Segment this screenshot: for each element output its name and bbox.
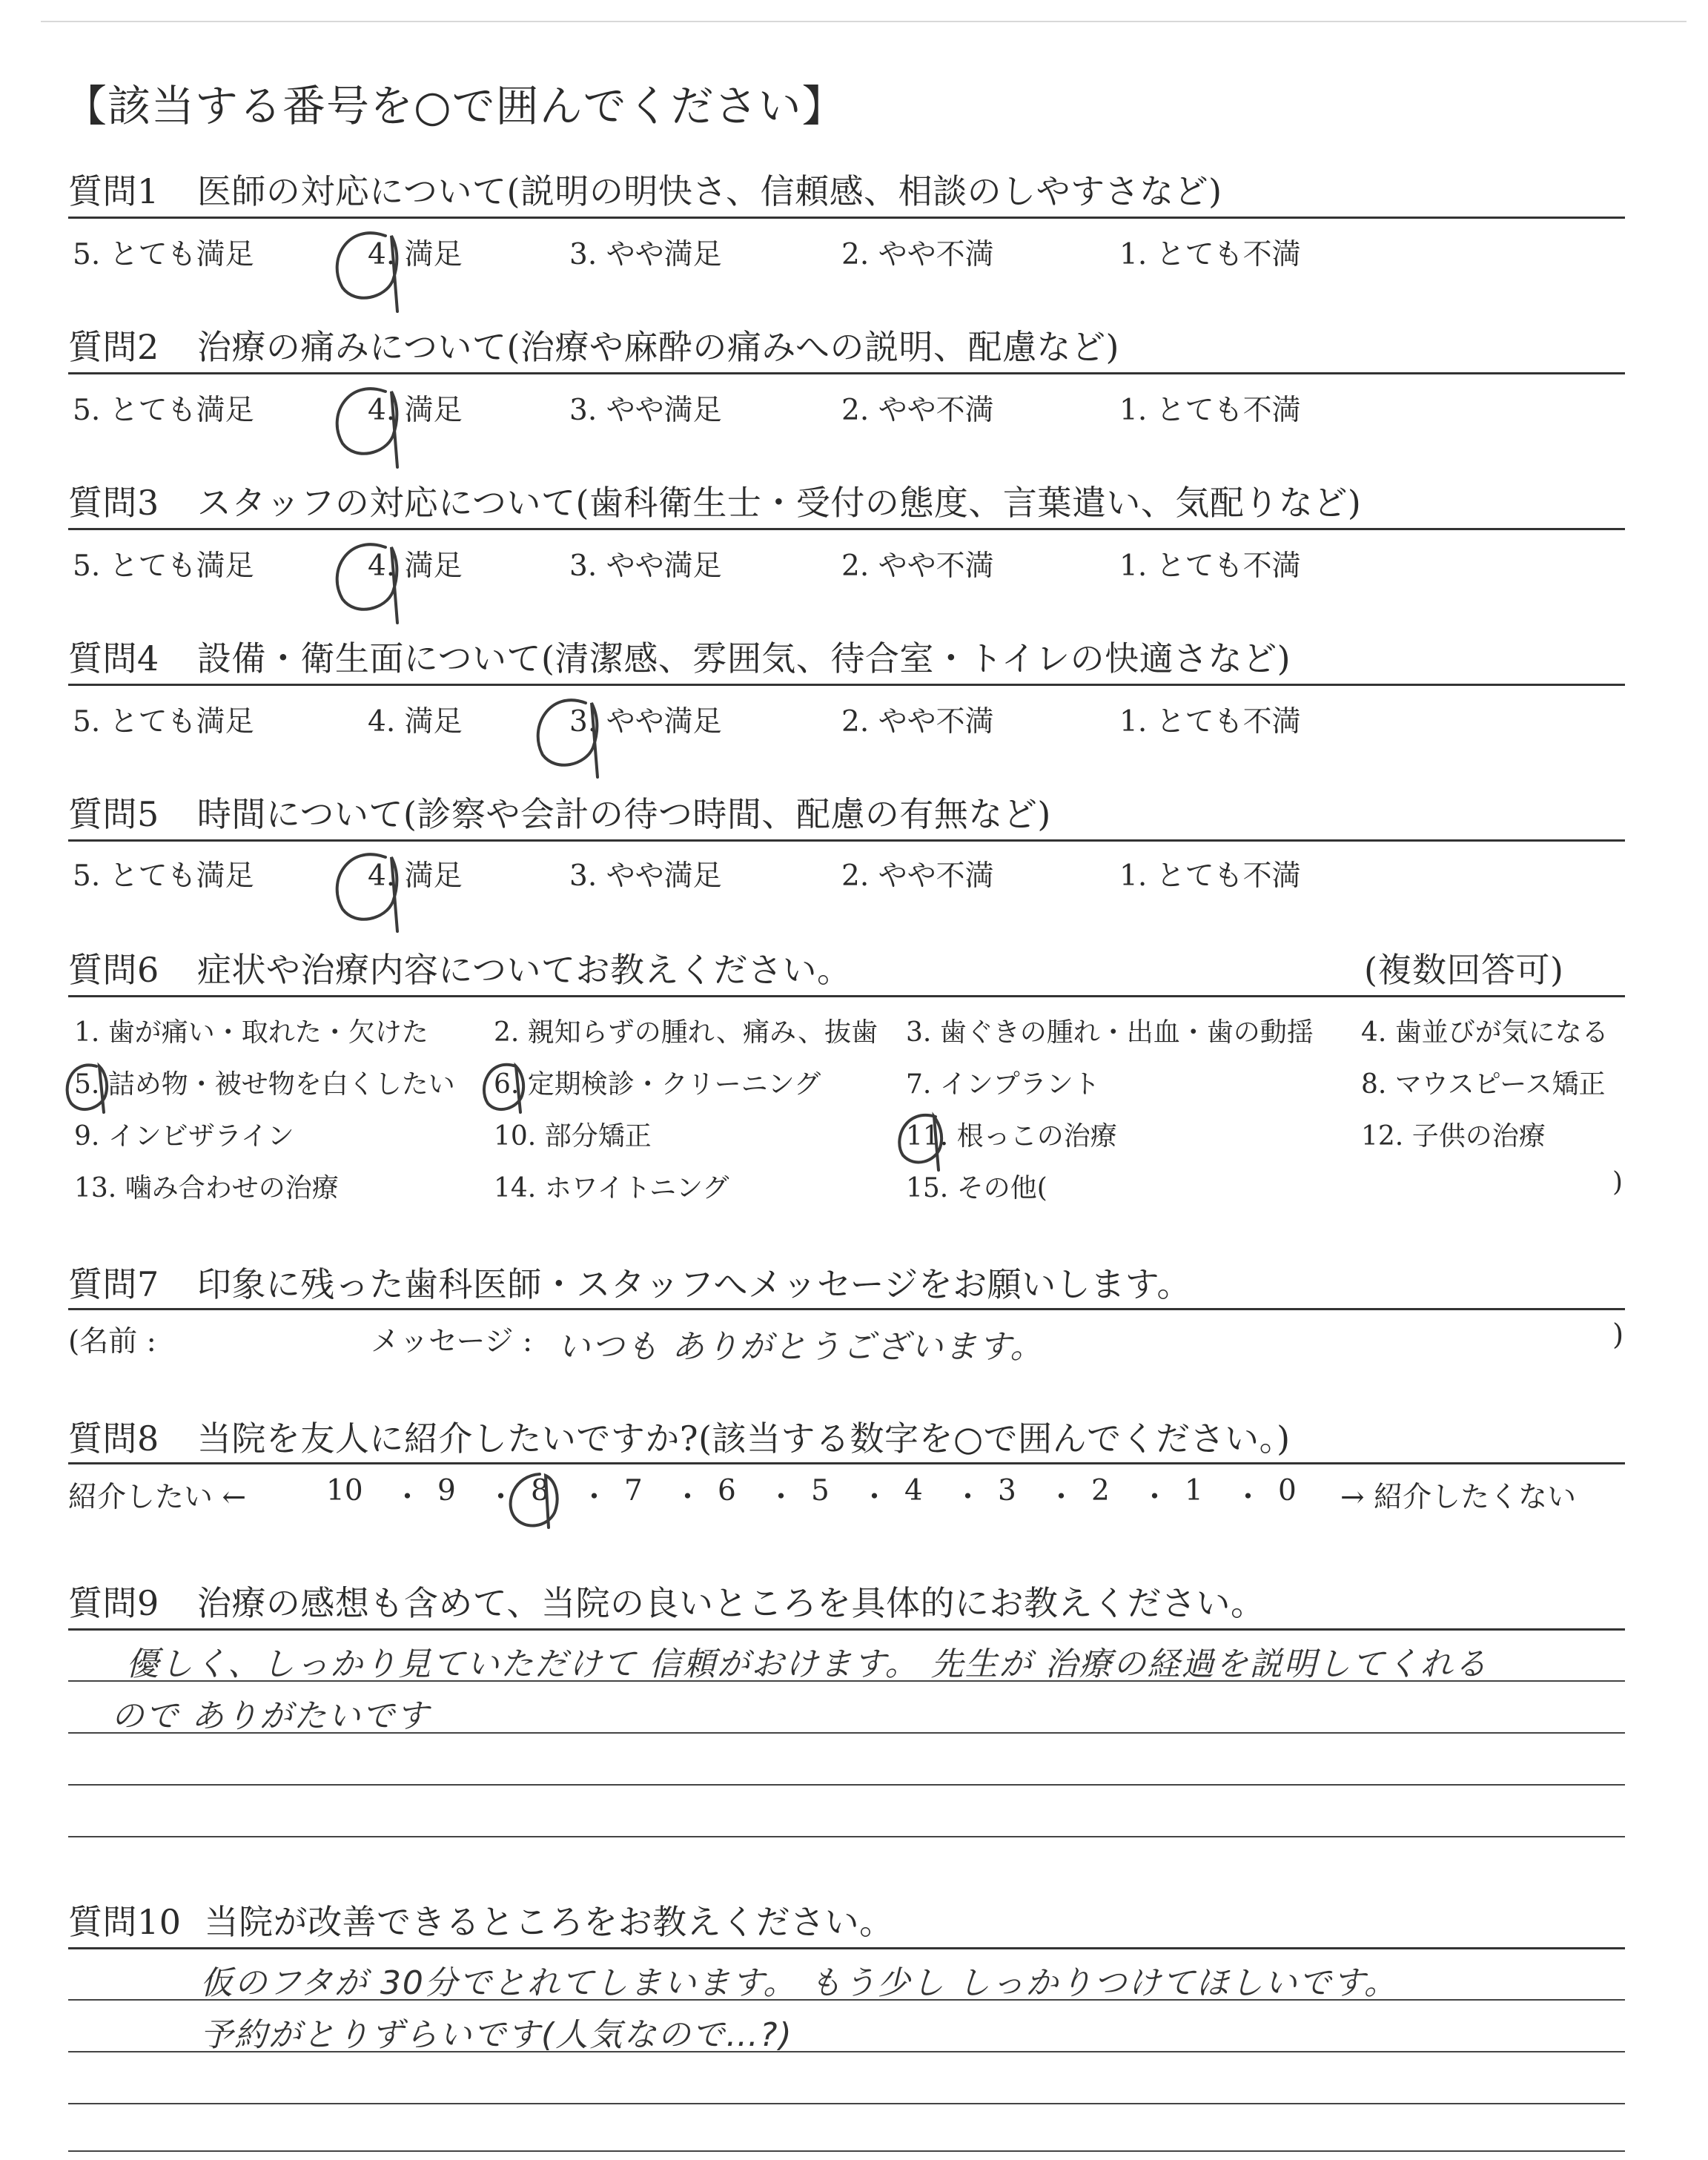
scale-left-label: 紹介したい ← — [68, 1481, 247, 1514]
question-label: 質問6 — [68, 950, 159, 990]
symptom-option[interactable]: 1. 歯が痛い・取れた・欠けた — [74, 1017, 428, 1048]
rating-option[interactable]: 4. 満足 — [368, 549, 463, 583]
instruction-heading: 【該当する番号を○で囲んでください】 — [64, 81, 846, 131]
rating-option[interactable]: 4. 満足 — [368, 859, 463, 893]
question-label: 質問10 — [68, 1902, 182, 1942]
scale-separator: ・ — [953, 1481, 983, 1514]
symptom-option[interactable]: 11. 根っこの治療 — [906, 1121, 1117, 1152]
divider — [68, 995, 1625, 997]
scale-separator: ・ — [580, 1481, 609, 1514]
rating-option[interactable]: 3. やや満足 — [569, 705, 722, 739]
scale-separator: ・ — [860, 1481, 890, 1514]
rating-option[interactable]: 3. やや満足 — [569, 549, 722, 583]
question-9 — [68, 1576, 1265, 1625]
scale-number[interactable]: 7 — [624, 1474, 643, 1507]
rating-option[interactable]: 1. とても不満 — [1119, 238, 1301, 271]
question-7 — [68, 1258, 1191, 1307]
question-text: 時間について(診察や会計の待つ時間、配慮の有無など) — [196, 794, 1051, 834]
message-label: メッセージ : — [371, 1325, 533, 1358]
divider — [68, 1462, 1625, 1464]
symptom-option[interactable]: 14. ホワイトニング — [494, 1173, 729, 1203]
question-text: スタッフの対応について(歯科衛生士・受付の態度、言葉遣い、気配りなど) — [196, 483, 1362, 523]
handwritten-answer-line[interactable]: 仮のフタが 30分でとれてしまいます。 もう少し しっかりつけてほしいです。 — [200, 1964, 1398, 2002]
answer-line — [68, 2150, 1625, 2152]
scale-separator: ・ — [1234, 1481, 1263, 1514]
divider — [68, 1628, 1625, 1631]
rating-option[interactable]: 5. とても満足 — [73, 394, 254, 427]
symptom-option[interactable]: 7. インプラント — [906, 1069, 1100, 1100]
symptom-option[interactable]: 5. 詰め物・被せ物を白くしたい — [74, 1069, 455, 1100]
question-6 — [68, 943, 852, 992]
name-label: (名前 : — [68, 1325, 156, 1358]
multiple-answers-note: (複数回答可) — [1364, 950, 1564, 990]
symptom-option-other[interactable]: 15. その他( — [906, 1173, 1047, 1203]
answer-line — [68, 1836, 1625, 1837]
rating-option[interactable]: 2. やや不満 — [841, 238, 994, 271]
symptom-option[interactable]: 3. 歯ぐきの腫れ・出血・歯の動揺 — [906, 1017, 1314, 1048]
question-label: 質問9 — [68, 1583, 159, 1623]
scale-separator: ・ — [486, 1481, 516, 1514]
answer-line — [68, 1784, 1625, 1786]
scale-separator: ・ — [767, 1481, 796, 1514]
scale-separator: ・ — [1140, 1481, 1170, 1514]
rating-option[interactable]: 2. やや不満 — [841, 549, 994, 583]
message-close-paren: ) — [1612, 1318, 1624, 1352]
rating-option[interactable]: 1. とても不満 — [1119, 549, 1301, 583]
question-text: 当院が改善できるところをお教えください。 — [204, 1902, 894, 1942]
rating-option[interactable]: 5. とても満足 — [73, 238, 254, 271]
scale-number[interactable]: 6 — [718, 1474, 736, 1507]
question-text: 印象に残った歯科医師・スタッフへメッセージをお願いします。 — [196, 1264, 1192, 1304]
divider — [68, 528, 1625, 530]
question-label: 質問4 — [68, 638, 159, 678]
rating-option[interactable]: 5. とても満足 — [73, 859, 254, 893]
rating-option[interactable]: 5. とても満足 — [73, 705, 254, 739]
top-border — [41, 21, 1687, 22]
scale-number[interactable]: 0 — [1278, 1474, 1297, 1507]
answer-line — [68, 2103, 1625, 2104]
scale-number[interactable]: 3 — [998, 1474, 1016, 1507]
rating-option[interactable]: 2. やや不満 — [841, 394, 994, 427]
rating-option[interactable]: 3. やや満足 — [569, 238, 722, 271]
symptom-option[interactable]: 8. マウスピース矯正 — [1361, 1069, 1606, 1100]
question-10 — [68, 1895, 894, 1944]
rating-option[interactable]: 1. とても不満 — [1119, 705, 1301, 739]
question-label: 質問8 — [68, 1418, 159, 1459]
question-text: 症状や治療内容についてお教えください。 — [196, 950, 852, 990]
handwritten-answer-line[interactable]: 優しく、しっかり見ていただけて 信頼がおけます。 先生が 治療の経過を説明してくれる — [126, 1645, 1489, 1683]
rating-option[interactable]: 2. やや不満 — [841, 705, 994, 739]
question-label: 質問3 — [68, 483, 159, 523]
other-close-paren: ) — [1612, 1167, 1623, 1198]
divider — [68, 1947, 1625, 1949]
question-3 — [68, 476, 1361, 525]
symptom-option[interactable]: 4. 歯並びが気になる — [1361, 1017, 1609, 1048]
question-text: 治療の痛みについて(治療や麻酔の痛みへの説明、配慮など) — [196, 327, 1119, 367]
handwritten-message[interactable]: いつも ありがとうございます。 — [557, 1328, 1045, 1366]
scale-separator: ・ — [673, 1481, 703, 1514]
rating-option[interactable]: 4. 満足 — [368, 394, 463, 427]
question-text: 医師の対応について(説明の明快さ、信頼感、相談のしやすさなど) — [196, 171, 1222, 211]
rating-option[interactable]: 1. とても不満 — [1119, 394, 1301, 427]
scale-number[interactable]: 9 — [437, 1474, 456, 1507]
scale-right-label: → 紹介したくない — [1340, 1481, 1577, 1514]
divider — [68, 839, 1625, 842]
question-label: 質問1 — [68, 171, 159, 211]
rating-option[interactable]: 1. とても不満 — [1119, 859, 1301, 893]
rating-option[interactable]: 3. やや満足 — [569, 859, 722, 893]
question-label: 質問2 — [68, 327, 159, 367]
symptom-option[interactable]: 9. インビザライン — [74, 1121, 294, 1152]
question-1 — [68, 165, 1222, 214]
handwritten-answer-line[interactable]: ので ありがたいです — [111, 1697, 430, 1735]
symptom-option[interactable]: 2. 親知らずの腫れ、痛み、抜歯 — [494, 1017, 878, 1048]
question-text: 治療の感想も含めて、当院の良いところを具体的にお教えください。 — [196, 1583, 1265, 1623]
rating-option[interactable]: 4. 満足 — [368, 238, 463, 271]
question-2 — [68, 320, 1119, 369]
scale-number[interactable]: 1 — [1185, 1474, 1203, 1507]
divider — [68, 372, 1625, 374]
symptom-option[interactable]: 6. 定期検診・クリーニング — [494, 1069, 821, 1100]
scale-number[interactable]: 4 — [904, 1474, 923, 1507]
scale-separator: ・ — [393, 1481, 423, 1514]
question-8 — [68, 1412, 1291, 1461]
question-label: 質問7 — [68, 1264, 159, 1304]
scale-separator: ・ — [1047, 1481, 1076, 1514]
scale-number[interactable]: 8 — [531, 1474, 549, 1507]
divider — [68, 684, 1625, 686]
scale-number[interactable]: 2 — [1091, 1474, 1110, 1507]
rating-option[interactable]: 4. 満足 — [368, 705, 463, 739]
handwritten-answer-line[interactable]: 予約がとりずらいです(人気なので…?) — [200, 2016, 793, 2054]
question-text: 設備・衛生面について(清潔感、雰囲気、待合室・トイレの快適さなど) — [196, 638, 1291, 678]
question-text: 当院を友人に紹介したいですか?(該当する数字を○で囲んでください。) — [196, 1418, 1291, 1459]
symptom-option[interactable]: 13. 噛み合わせの治療 — [74, 1173, 339, 1203]
divider — [68, 1308, 1625, 1310]
rating-option[interactable]: 2. やや不満 — [841, 859, 994, 893]
symptom-option[interactable]: 10. 部分矯正 — [494, 1121, 652, 1152]
scale-number[interactable]: 10 — [326, 1474, 363, 1507]
symptom-option[interactable]: 12. 子供の治療 — [1361, 1121, 1546, 1152]
scale-number[interactable]: 5 — [811, 1474, 830, 1507]
question-label: 質問5 — [68, 794, 159, 834]
divider — [68, 217, 1625, 219]
rating-option[interactable]: 3. やや満足 — [569, 394, 722, 427]
question-5 — [68, 787, 1051, 836]
question-4 — [68, 632, 1291, 681]
rating-option[interactable]: 5. とても満足 — [73, 549, 254, 583]
